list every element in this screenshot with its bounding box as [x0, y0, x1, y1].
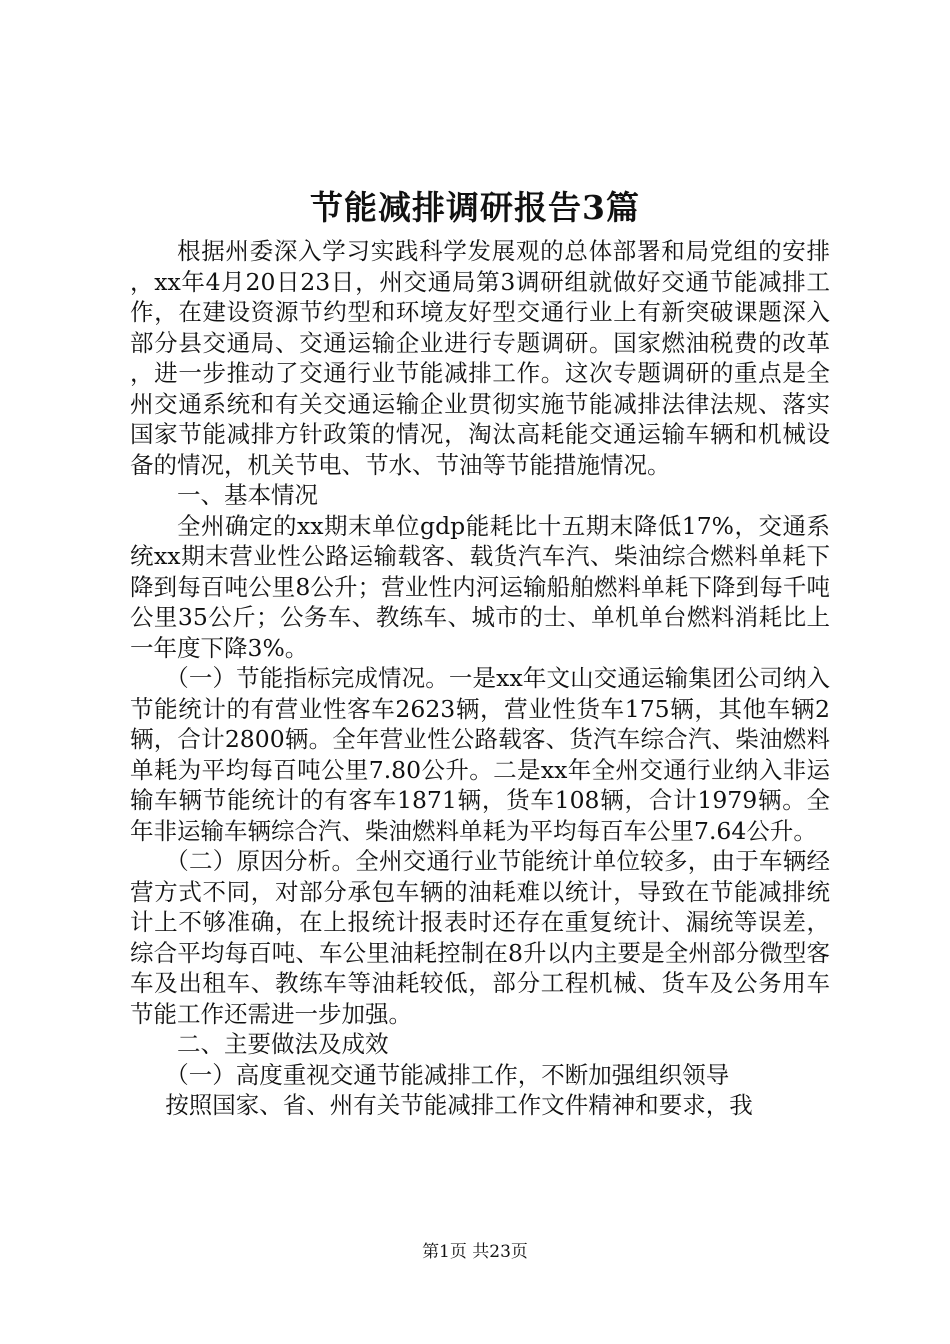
section-heading-basic-situation: 一、基本情况 — [177, 481, 318, 509]
page-number-footer: 第1页 共23页 — [422, 1242, 528, 1262]
paragraph-intro: 根据州委深入学习实践科学发展观的总体部署和局党组的安排，xx年4月20日23日，州交通局第3调研组就做好交通节能减排工作，在建设资源节约型和环境友好型交通行业上有新突破课题深入部分县交通局、交通运输企业进行专题调研。国家燃油税费的改革，进一步推动了交通行业节能减排工作。这次专题调研的重点是全州交通系统和有关交通运输企业贯彻实施节能减排法律法规、落实国家节能减排方针政策的情况，淘汰高耗能交通运输车辆和机械设备的情况，机关节电、节水、节油等节能措施情况。 — [130, 237, 830, 479]
paragraph-indicator-completion: （一）节能指标完成情况。一是xx年文山交通运输集团公司纳入节能统计的有营业性客车2623辆，营业性货车175辆，其他车辆2辆，合计2800辆。全年营业性公路载客、货汽车综合汽、柴油燃料单耗为平均每百吨公里7.80公升。二是xx年全州交通行业纳入非运输车辆节能统计的有客车1871辆，货车108辆，合计1979辆。全年非运输车辆综合汽、柴油燃料单耗为平均每百车公里7.64公升。 — [130, 664, 830, 845]
section-heading-main-practices: 二、主要做法及成效 — [177, 1030, 389, 1058]
document-body — [130, 236, 830, 1121]
paragraph-cause-analysis: （二）原因分析。全州交通行业节能统计单位较多，由于车辆经营方式不同，对部分承包车辆的油耗难以统计，导致在节能减排统计上不够准确，在上报统计报表时还存在重复统计、漏统等误差，综合平均每百吨、车公里油耗控制在8升以内主要是全州部分微型客车及出租车、教练车等油耗较低，部分工程机械、货车及公务用车节能工作还需进一步加强。 — [130, 847, 830, 1028]
paragraph-leadership-start: 按照国家、省、州有关节能减排工作文件精神和要求，我 — [165, 1091, 753, 1119]
subsection-heading-leadership: （一）高度重视交通节能减排工作，不断加强组织领导 — [165, 1060, 730, 1089]
paragraph-targets: 全州确定的xx期末单位gdp能耗比十五期末降低17%，交通系统xx期末营业性公路运输载客、载货汽车汽、柴油综合燃料单耗下降到每百吨公里8公升；营业性内河运输船舶燃料单耗下降到每千吨公里35公斤；公务车、教练车、城市的士、单机单台燃料消耗比上一年度下降3%。 — [130, 511, 830, 662]
document-title: 节能减排调研报告3篇 — [310, 188, 640, 227]
